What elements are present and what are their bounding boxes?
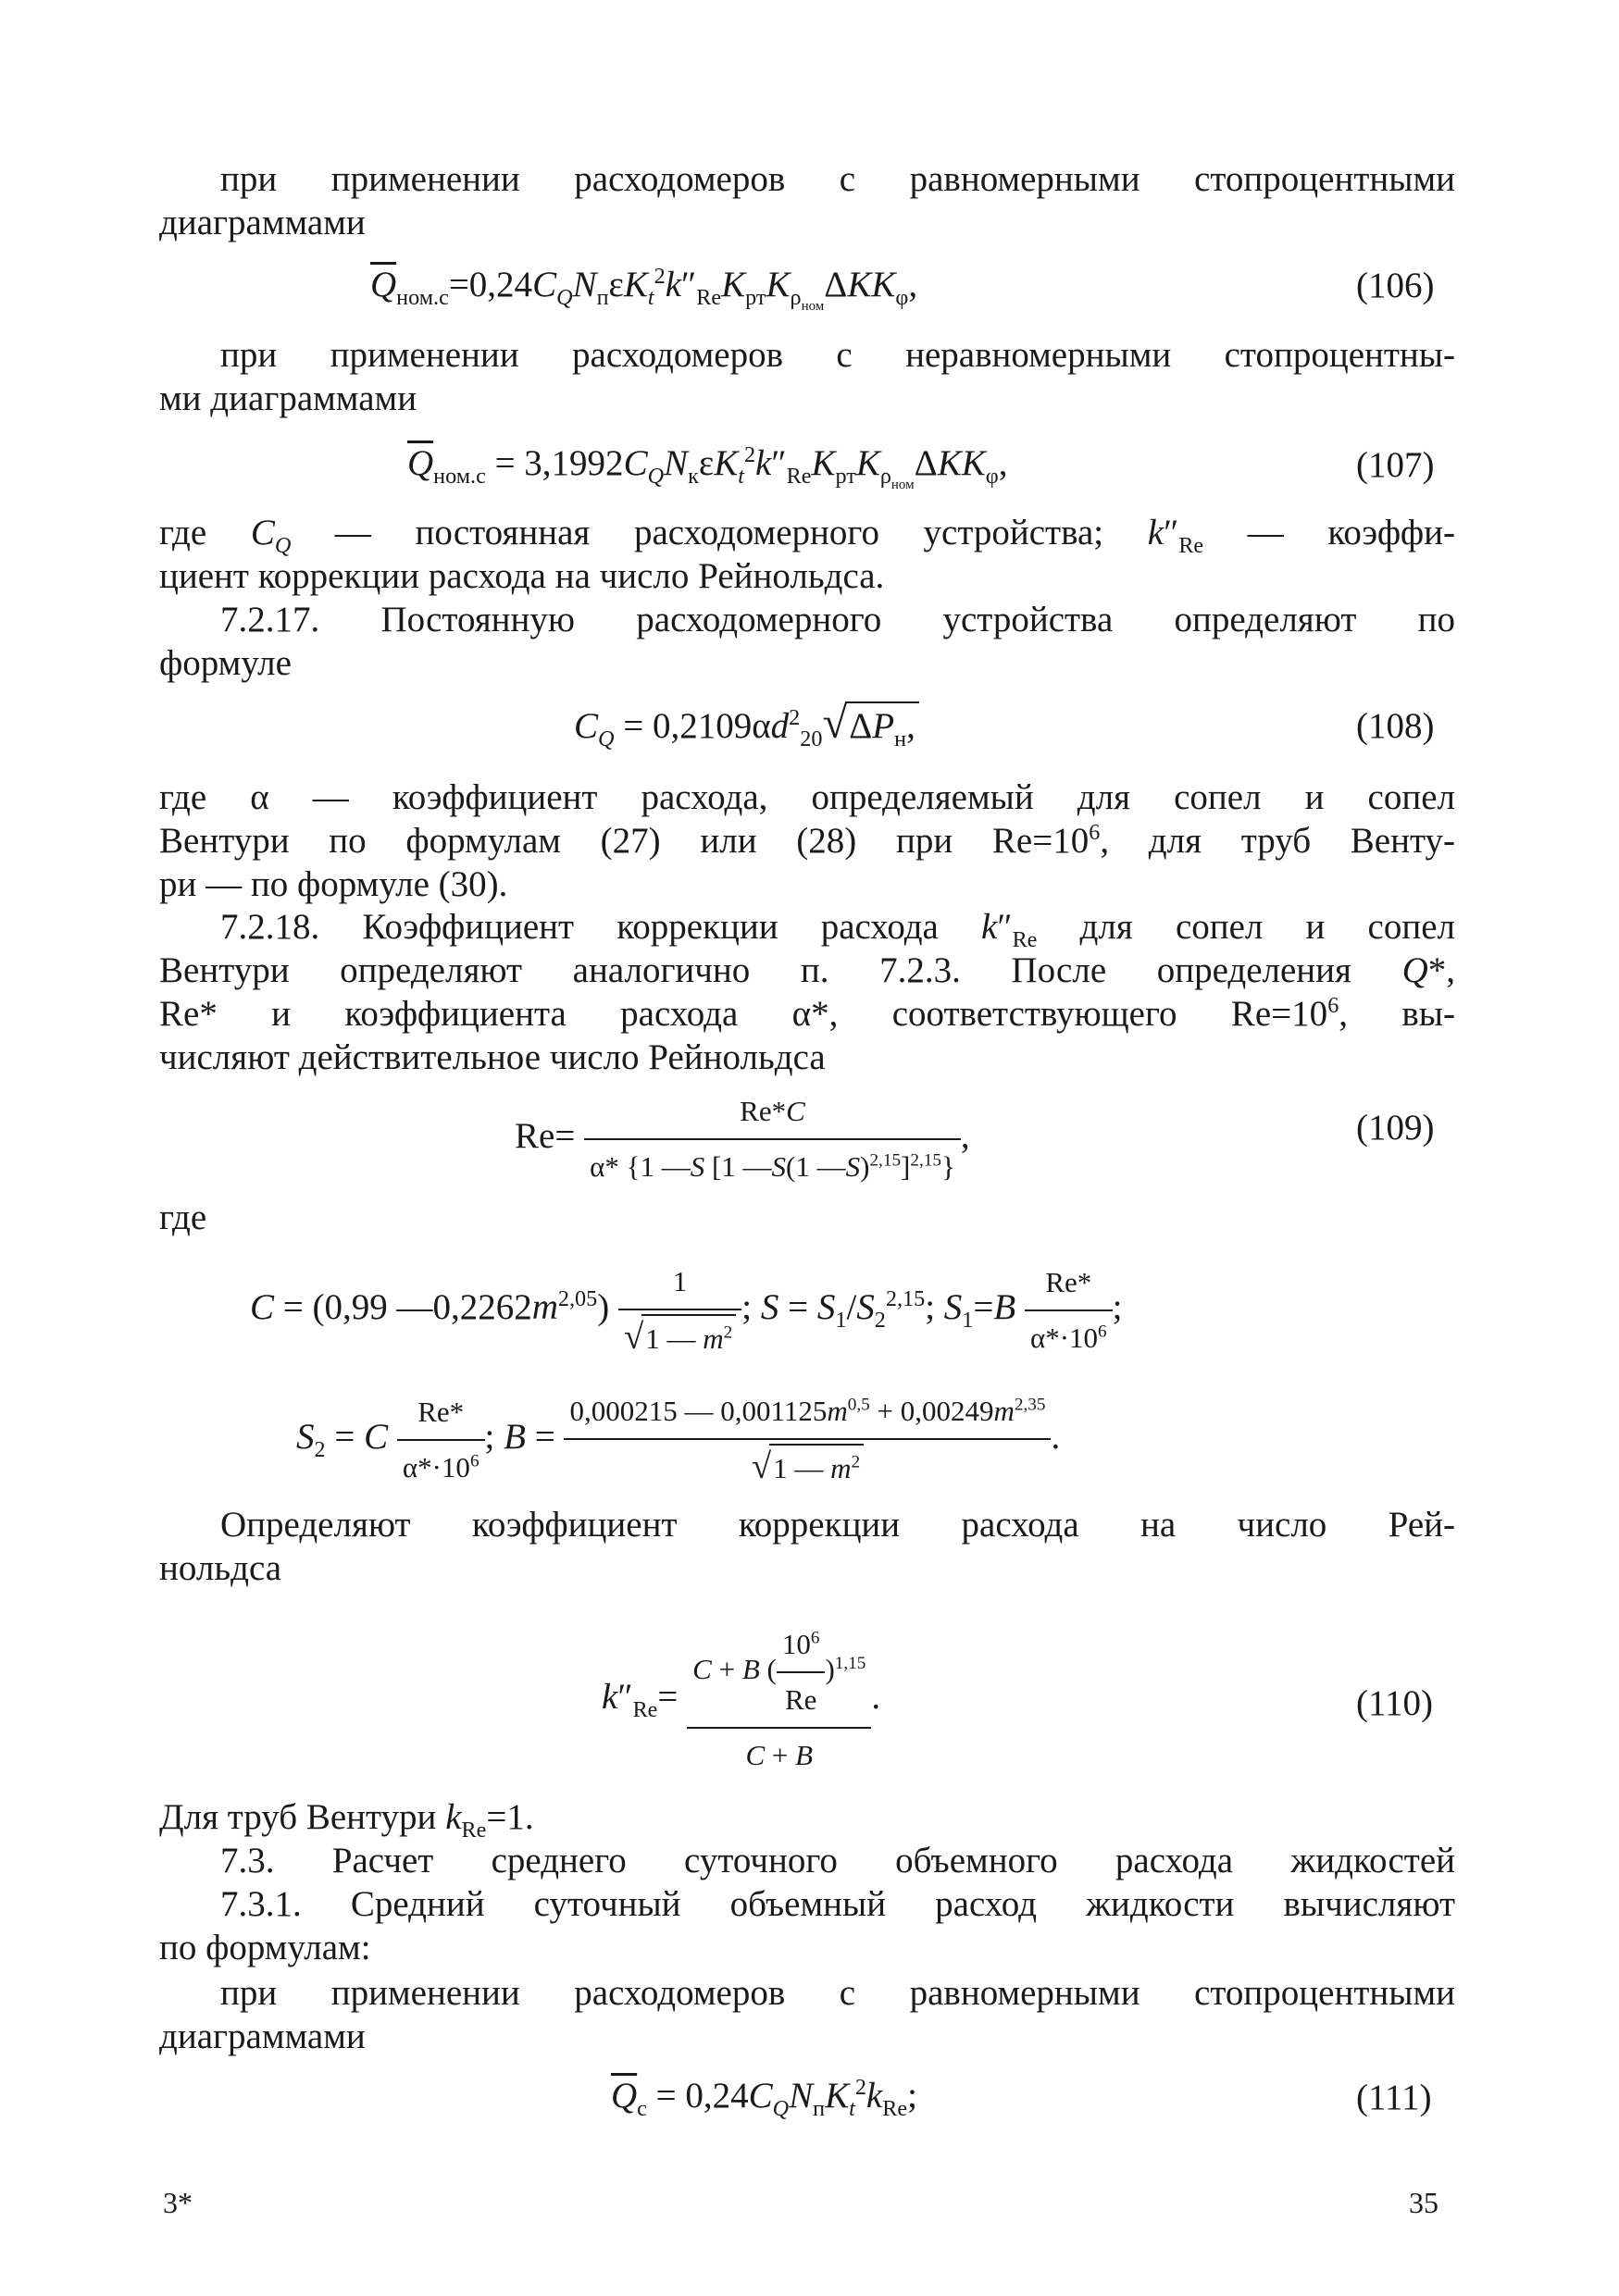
equation-definitions-2: $S_2 = C$ $\frac{Re*}{\alpha*\cdot 10^6}$ ; B = $\frac{0,000215 — 0,001125m^{0,5} + 0,00249m^{2,35}}{√1 — m^2}$ .	[296, 1388, 1060, 1492]
equation-definitions-1: C = (0,99 $—0,2262m^{2,05}$) $\frac{1}{√1 — m^2}$ ; $S = S_1/S_2^{2,15}$; $S_1=B$ $\frac{Re*}{\alpha*\cdot 10^6}$ ;	[250, 1259, 1123, 1362]
paragraph: Для труб Вентури $k_{Re}=1$.	[159, 1797, 534, 1843]
paragraph: где α — коэффициент расхода, определяемый для сопел и сопел Вентури по формулам (27) или (28) при $Re=10^6$, для труб Венту- ри — по формуле (30).	[159, 777, 1455, 904]
paragraph: 7.2.18. Коэффициент коррекции расхода $k''_{Re}$ для сопел и сопел Вентури определяют аналогично п. 7.2.3. После определения Q*, Re* и коэффициента расхода α*, соответствующего $Re=10^6$, вы- числяют действительное число Рейнольдса	[159, 907, 1455, 1077]
paragraph: 7.3. Расчет среднего суточного объемного расхода жидкостей	[220, 1841, 1455, 1880]
equation-111: $\overline{Q}_с = 0,24C_QN_пK_t^2k_{Re}$;	[611, 2075, 917, 2121]
paragraph: 7.2.17. Постоянную расходомерного устройства определяют по формуле	[159, 600, 1455, 683]
paragraph: где	[159, 1198, 207, 1237]
paragraph: 7.3.1. Средний суточный объемный расход жидкости вычисляют по формулам:	[159, 1884, 1455, 1967]
paragraph: при применении расходомеров с равномерными стопроцентными диаграммами	[159, 1973, 1455, 2056]
equation-106: $\overline{Q}_{ном.с}=0,24C_QN_п\varepsilon K_t^2k''_{Re}K_{рт}K_{\rho_{ном}}\Delta KK_\varphi$,	[370, 264, 918, 314]
equation-number: (107)	[1356, 445, 1435, 485]
equation-108: $C_Q = 0,2109\alpha d^2_{20}√\Delta P_н$,	[574, 700, 919, 750]
equation-number: (110)	[1356, 1683, 1434, 1723]
page-number: 35	[1409, 2186, 1438, 2219]
equation-109: Re= $\frac{Re*C}{\alpha* \{1 —S [1 —S(1 —S)^{2,15}]^{2,15}\}}$ ,	[515, 1088, 970, 1190]
equation-number: (108)	[1356, 706, 1435, 746]
paragraph: Определяют коэффициент коррекции расхода на число Рей- нольдса	[159, 1505, 1455, 1588]
equation-107: $\overline{Q}_{ном.с} = 3,1992C_QN_к\varepsilon K_t^2k''_{Re}K_{рт}K_{\rho_{ном}}\Delta KK_\varphi$,	[407, 442, 1008, 492]
equation-110: $k''_{Re}=$ C + B ( $\frac{10^6}{Re}$ )$^{1,15}$ C + B .	[602, 1621, 880, 1779]
equation-number: (106)	[1356, 266, 1435, 305]
signature-mark: 3*	[163, 2186, 193, 2219]
paragraph: при применении расходомеров с равномерными стопроцентными диаграммами	[159, 159, 1455, 242]
equation-number: (109)	[1356, 1108, 1435, 1148]
paragraph: при применении расходомеров с неравномерными стопроцентны- ми диаграммами	[159, 335, 1455, 418]
equation-number: (111)	[1356, 2078, 1432, 2117]
paragraph: где $C_Q$ — постоянная расходомерного устройства; $k''_{Re}$ — коэффи- циент коррекции расхода на число Рейнольдса.	[159, 513, 1455, 596]
